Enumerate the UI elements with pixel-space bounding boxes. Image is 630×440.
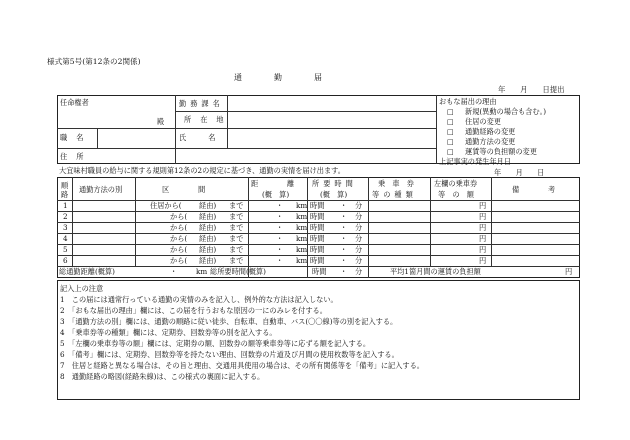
- row-number: 1: [63, 201, 68, 210]
- note-item: 3 「通勤方法の別」欄には、通勤の順路に従い徒歩、自転車、自動車、バス(〇〇線)等の別を記入する。: [60, 317, 398, 326]
- row-from: から(: [170, 223, 188, 232]
- reason-item: 通勤経路の変更: [465, 127, 516, 136]
- row-hours: 時間: [310, 212, 325, 221]
- dept-label: 勤務課名: [179, 99, 224, 108]
- row-km: km: [296, 234, 308, 243]
- reason-checkbox[interactable]: □: [447, 117, 454, 126]
- row-to: まで: [229, 223, 244, 232]
- row-dot: ・: [276, 201, 284, 210]
- row-hours: 時間: [310, 223, 325, 232]
- address-field[interactable]: [99, 150, 434, 162]
- total-distance-label: 総通勤距離(概算): [59, 267, 115, 276]
- col-fare-header: 左欄の乗車券: [434, 179, 478, 188]
- row-from: から(: [170, 256, 188, 265]
- row-yen: 円: [479, 256, 487, 265]
- reason-title: おもな届出の理由: [439, 97, 497, 106]
- row-dot: ・: [276, 245, 284, 254]
- row-hours: 時間: [310, 256, 325, 265]
- row-via: 経由): [199, 223, 217, 232]
- location-field[interactable]: [229, 113, 434, 126]
- reason-item: 新規(異動の場合も含む。): [465, 107, 547, 116]
- row-from: から(: [170, 212, 188, 221]
- row-to: まで: [229, 245, 244, 254]
- row-min: 分: [355, 234, 363, 243]
- statement: 大宜味村職員の給与に関する規則第12条の2の規定に基づき、通勤の実情を届け出ます。: [59, 166, 345, 175]
- name-label: 氏名: [179, 133, 238, 142]
- address-label: 住所: [60, 152, 93, 161]
- total-time-min: 分: [355, 267, 363, 276]
- row-via: 経由): [199, 256, 217, 265]
- col-section-header: 区 間: [162, 185, 206, 194]
- row-to: まで: [229, 201, 244, 210]
- total-distance-dot: ・: [170, 267, 178, 276]
- row-hours: 時間: [310, 234, 325, 243]
- total-time-hours: 時間: [312, 267, 327, 276]
- row-to: まで: [229, 256, 244, 265]
- row-min: 分: [355, 212, 363, 221]
- note-item: 4 「乗車券等の種類」欄には、定期券、回数券等の別を記入する。: [60, 328, 277, 337]
- note-item: 1 この届には通常行っている通勤の実情のみを記入し、例外的な方法は記入しない。: [60, 295, 338, 304]
- row-min: 分: [355, 201, 363, 210]
- total-time-dot: ・: [340, 267, 348, 276]
- row-hours: 時間: [310, 245, 325, 254]
- dept-field[interactable]: [229, 97, 434, 109]
- job-label: 職名: [60, 133, 93, 142]
- row-dot: ・: [276, 256, 284, 265]
- row-tdot: ・: [340, 256, 348, 265]
- reason-checkbox[interactable]: □: [447, 147, 454, 156]
- avg-fare-yen: 円: [565, 267, 573, 276]
- col-time-sub: (概 算): [320, 190, 348, 199]
- row-hours: 時間: [310, 201, 325, 210]
- reason-checkbox[interactable]: □: [447, 107, 454, 116]
- note-item: 7 住居と経路と異なる場合は、その旨と理由、交通用具使用の場合は、その所有関係等を「備考」に記入する。: [60, 361, 424, 370]
- location-label: 所在地: [184, 115, 233, 124]
- row-min: 分: [355, 256, 363, 265]
- row-km: km: [296, 245, 308, 254]
- col-distance-sub: (概 算): [262, 190, 290, 199]
- col-order-header: 順路: [61, 181, 69, 199]
- row-via: 経由): [199, 234, 217, 243]
- row-via: 経由): [199, 201, 217, 210]
- row-min: 分: [355, 245, 363, 254]
- row-yen: 円: [479, 245, 487, 254]
- avg-fare-label: 平均1箇月間の運賃の負担額: [390, 267, 481, 276]
- col-time-header: 所要時間: [312, 179, 357, 188]
- appointer-label: 任命権者: [60, 98, 89, 107]
- note-item: 8 通勤経路の略図(経路朱線)は、この様式の裏面に記入する。: [60, 372, 265, 381]
- row-dot: ・: [276, 234, 284, 243]
- row-number: 3: [63, 223, 68, 232]
- name-field[interactable]: [229, 130, 434, 146]
- occurrence-date[interactable]: 年 月 日: [494, 168, 545, 177]
- row-from: から(: [170, 245, 188, 254]
- reason-item: 通勤方法の変更: [465, 137, 516, 146]
- row-yen: 円: [479, 201, 487, 210]
- reason-checkbox[interactable]: □: [447, 137, 454, 146]
- row-tdot: ・: [340, 212, 348, 221]
- row-number: 5: [63, 245, 68, 254]
- row-min: 分: [355, 223, 363, 232]
- col-remarks-header: 備 考: [512, 185, 556, 194]
- row-from: から(: [170, 234, 188, 243]
- reason-checkbox[interactable]: □: [447, 127, 454, 136]
- row-tdot: ・: [340, 245, 348, 254]
- col-ticket-header: 乗 車 券: [378, 179, 414, 188]
- row-km: km: [296, 201, 308, 210]
- row-tdot: ・: [340, 234, 348, 243]
- row-km: km: [296, 212, 308, 221]
- row-tdot: ・: [340, 223, 348, 232]
- row-number: 2: [63, 212, 68, 221]
- job-field[interactable]: [99, 130, 173, 146]
- col-ticket-sub: 等の種類: [372, 190, 417, 199]
- col-fare-sub: 等 の 額: [438, 190, 474, 199]
- note-item: 5 「左欄の乗車券等の額」欄には、定期券の額、回数券の額等乗車券等に応ずる額を記入する。: [60, 339, 371, 348]
- row-km: km: [296, 256, 308, 265]
- row-number: 4: [63, 234, 68, 243]
- row-dot: ・: [276, 223, 284, 232]
- col-distance-header: 距 離: [251, 179, 295, 188]
- reason-item: 運賃等の負担額の変更: [465, 147, 537, 156]
- reason-item: 住居の変更: [465, 117, 501, 126]
- row-yen: 円: [479, 212, 487, 221]
- row-km: km: [296, 223, 308, 232]
- occurrence-label: 上記事実の発生年月日: [439, 157, 511, 166]
- row-to: まで: [229, 212, 244, 221]
- row-via: 経由): [199, 212, 217, 221]
- total-time-label: 総所要時間(概算): [210, 267, 266, 276]
- row-dot: ・: [276, 212, 284, 221]
- row-via: 経由): [199, 245, 217, 254]
- col-method-header: 通勤方法の別: [79, 185, 123, 194]
- row-from: 住居から(: [150, 201, 182, 210]
- page-title: 通 勤 届: [234, 73, 324, 82]
- form-number: 様式第5号(第12条の2関係): [47, 57, 141, 66]
- submit-date: 年 月 日提出: [498, 85, 565, 94]
- total-distance-km: km: [196, 267, 208, 276]
- row-yen: 円: [479, 223, 487, 232]
- note-item: 6 「備考」欄には、定期券、回数券等を持たない理由、回数券の片道及び月間の使用枚数等を記入する。: [60, 350, 399, 359]
- row-tdot: ・: [340, 201, 348, 210]
- note-item: 2 「おもな届出の理由」欄には、この届を行うおもな原因の一にのみレを付する。: [60, 306, 327, 315]
- row-to: まで: [229, 234, 244, 243]
- dono-label: 殿: [157, 117, 165, 126]
- row-number: 6: [63, 256, 68, 265]
- row-yen: 円: [479, 234, 487, 243]
- notes-title: 記入上の注意: [60, 284, 104, 293]
